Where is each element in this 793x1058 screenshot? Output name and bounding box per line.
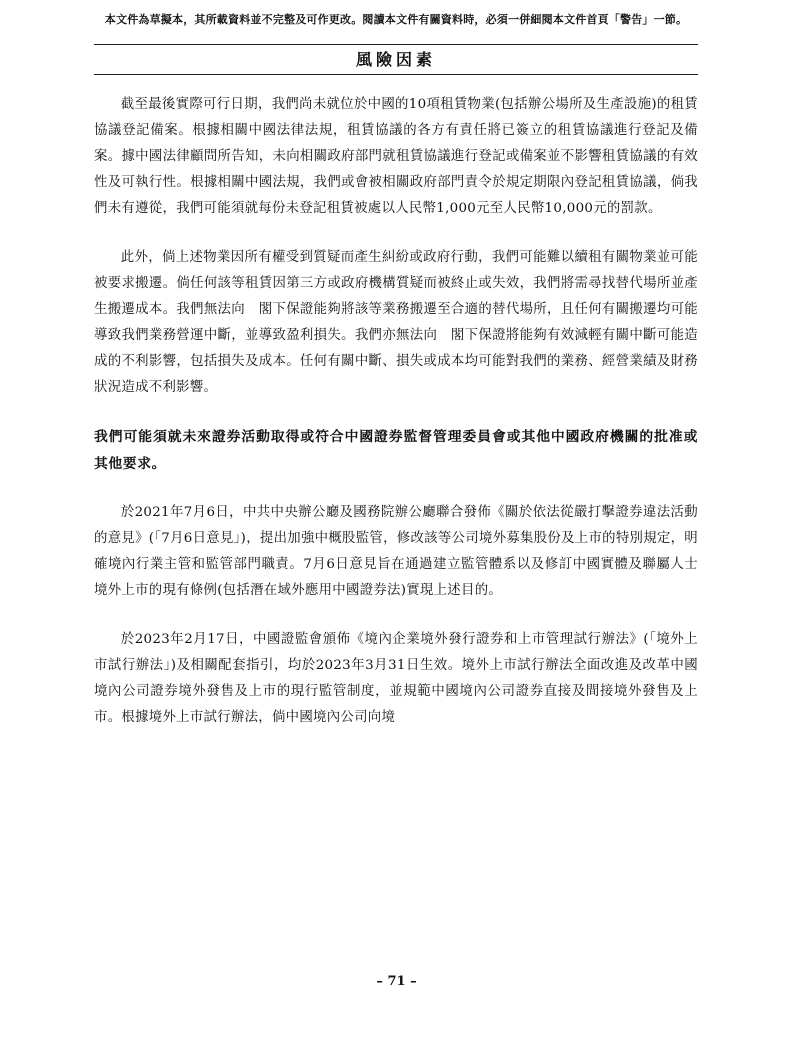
section-title: 風險因素 — [355, 50, 436, 69]
body-content — [94, 92, 698, 754]
header-rule-bottom — [94, 74, 698, 75]
page-number: – 71 – — [376, 974, 417, 989]
risk-heading-csrc-approval: 我們可能須就未來證券活動取得或符合中國證券監督管理委員會或其他中國政府機關的批准或其他要求。 — [94, 429, 698, 472]
draft-disclaimer: 本文件為草擬本，其所載資料並不完整及可作更改。閱讀本文件有關資料時，必須一併細閱本文件首頁「警告」一節。 — [104, 13, 688, 26]
paragraph-trial-measures: 於2023年2月17日，中國證監會頒佈《境內企業境外發行證券和上市管理試行辦法》(「境外上市試行辦法」)及相關配套指引，均於2023年3月31日生效。境外上市試行辦法全面改進及改革中國境內公司證券境外發售及上市的現行監管制度，並規範中國境內公司證券直接及間接境外發售及上市。根據境外上市試行辦法，倘中國境內公司向境 — [94, 632, 698, 725]
paragraph-lease-registration: 截至最後實際可行日期，我們尚未就位於中國的10項租賃物業(包括辦公場所及生產設施)的租賃協議登記備案。根據相關中國法律法規，租賃協議的各方有責任將已簽立的租賃協議進行登記及備案。據中國法律顧問所告知，未向相關政府部門就租賃協議進行登記或備案並不影響租賃協議的有效性及可執行性。根據相關中國法規，我們或會被相關政府部門責令於規定期限內登記租賃協議，倘我們未有遵從，我們可能須就每份未登記租賃被處以人民幣1,000元至人民幣10,000元的罰款。 — [94, 97, 698, 216]
paragraph-july-6-opinions: 於2021年7月6日，中共中央辦公廳及國務院辦公廳聯合發佈《關於依法從嚴打擊證券違法活動的意見》(「7月6日意見」)，提出加強中概股監管，修改該等公司境外募集股份及上市的特別規定，明確境內行業主管和監管部門職責。7月6日意見旨在通過建立監管體系以及修訂中國實體及聯屬人士境外上市的現有條例(包括潛在域外應用中國證券法)實現上述目的。 — [94, 505, 698, 598]
header-rule-top — [94, 44, 698, 45]
paragraph-relocation-risk: 此外，倘上述物業因所有權受到質疑而產生糾紛或政府行動，我們可能難以續租有關物業並可能被要求搬遷。倘任何該等租賃因第三方或政府機構質疑而被終止或失效，我們將需尋找替代場所並產生搬遷成本。我們無法向 閣下保證能夠將該等業務搬遷至合適的替代場所，且任何有關搬遷均可能導致我們業務營運中斷，並導致盈利損失。我們亦無法向 閣下保證將能夠有效減輕有關中斷可能造成的不利影響，包括損失及成本。任何有關中斷、損失或成本均可能對我們的業務、經營業績及財務狀況造成不利影響。 — [94, 250, 698, 395]
